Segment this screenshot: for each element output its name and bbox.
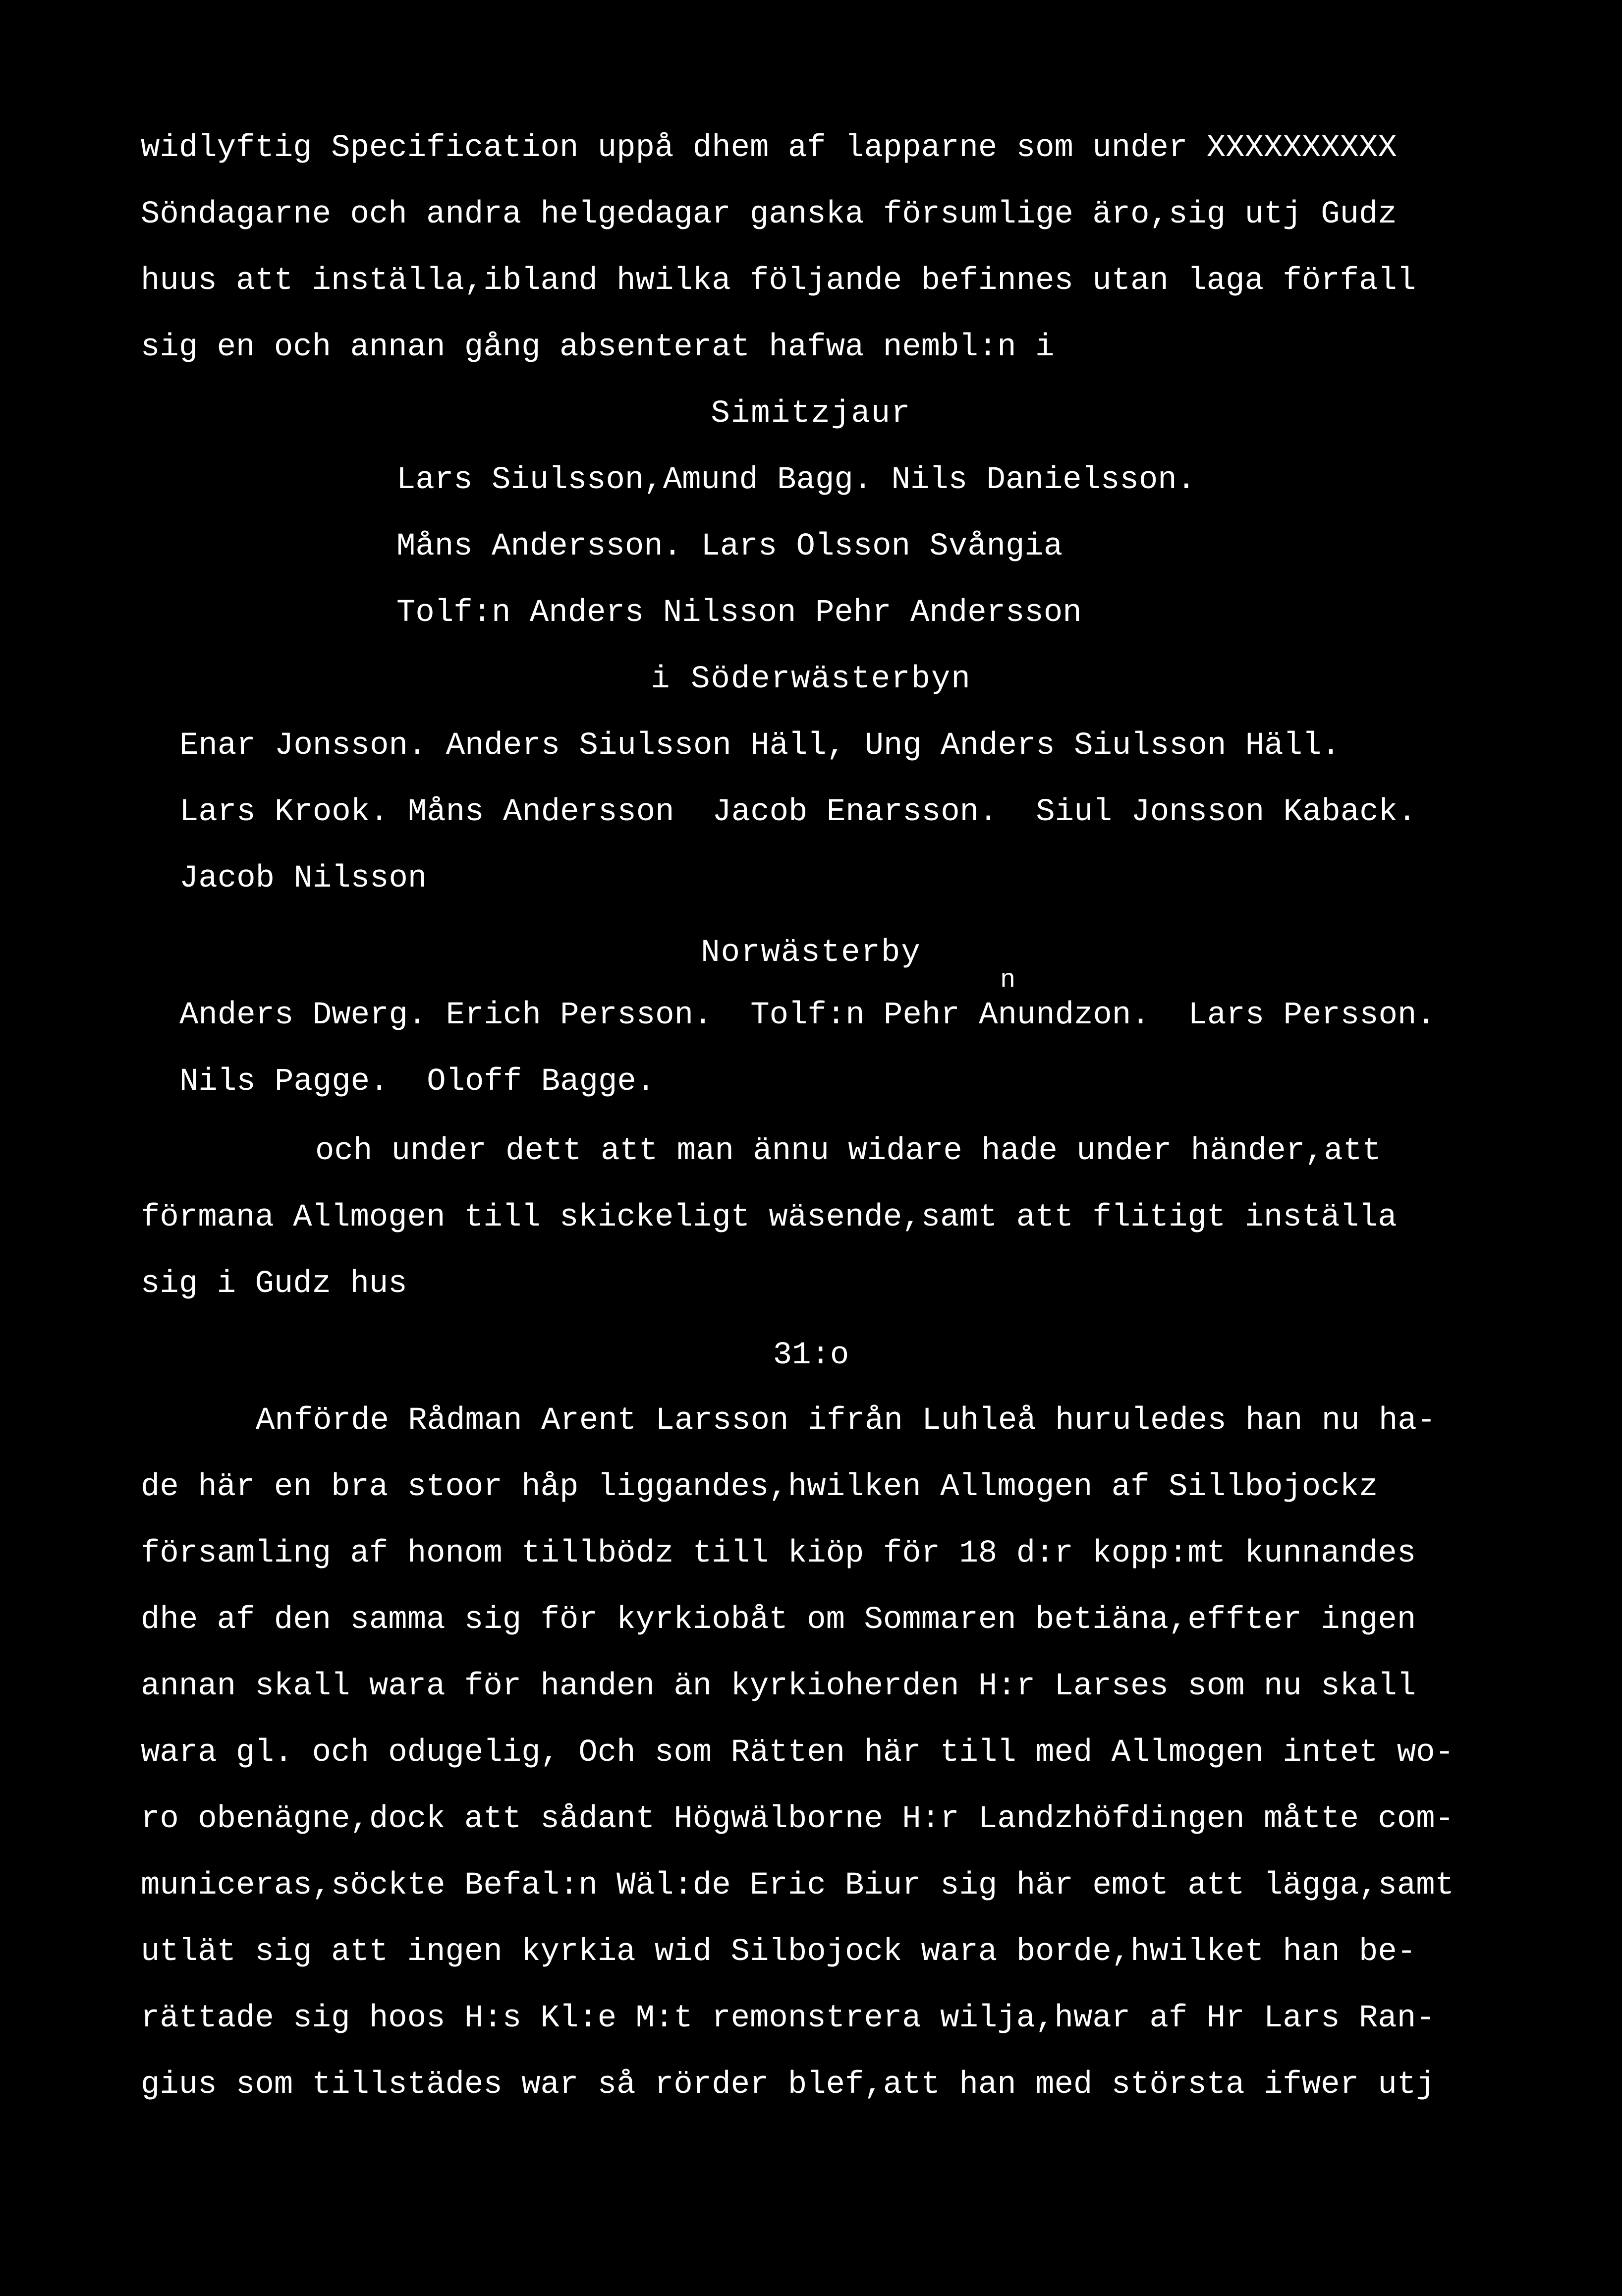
interlinear-correction: n <box>1000 965 1016 995</box>
closing-line-2: förmana Allmogen till skickeligt wäsende,samt att flitigt inställa <box>141 1200 1397 1235</box>
intro-line-3: huus att inställa,ibland hwilka följande befinnes utan laga förfall <box>141 263 1416 299</box>
name-line-simitzjaur-1: Lars Siulsson,Amund Bagg. Nils Danielsson. <box>396 462 1196 498</box>
paragraph-line-1: Anförde Rådman Arent Larsson ifrån Luhleå huruledes han nu ha- <box>256 1403 1436 1439</box>
paragraph-line-9: utlät sig att ingen kyrkia wid Silbojock wara borde,hwilket han be- <box>141 1934 1416 1970</box>
name-line-soderwasterbyn-2: Lars Krook. Måns Andersson Jacob Enarsson. Siul Jonsson Kaback. <box>179 794 1417 830</box>
name-line-soderwasterbyn-3: Jacob Nilsson <box>179 861 427 896</box>
intro-line-1: widlyftig Specification uppå dhem af lapparne som under XXXXXXXXXX <box>141 130 1397 166</box>
name-line-simitzjaur-3: Tolf:n Anders Nilsson Pehr Andersson <box>396 595 1082 631</box>
paragraph-line-6: wara gl. och odugelig, Och som Rätten här till med Allmogen intet wo- <box>141 1735 1454 1771</box>
place-heading-simitzjaur: Simitzjaur <box>711 396 911 432</box>
paragraph-line-10: rättade sig hoos H:s Kl:e M:t remonstrera wilja,hwar af Hr Lars Ran- <box>141 2001 1435 2036</box>
paragraph-line-7: ro obenägne,dock att sådant Högwälborne H:r Landzhöfdingen måtte com- <box>141 1801 1454 1837</box>
intro-line-2: Söndagarne och andra helgedagar ganska försumlige äro,sig utj Gudz <box>141 197 1397 232</box>
paragraph-line-8: municeras,söckte Befal:n Wäl:de Eric Biur sig här emot att lägga,samt <box>141 1868 1454 1904</box>
paragraph-line-2: de här en bra stoor håp liggandes,hwilken Allmogen af Sillbojockz <box>141 1469 1378 1505</box>
name-line-soderwasterbyn-1: Enar Jonsson. Anders Siulsson Häll, Ung Anders Siulsson Häll. <box>179 728 1341 764</box>
name-line-norwasterby-2: Nils Pagge. Oloff Bagge. <box>179 1064 656 1100</box>
paragraph-number: 31:o <box>773 1338 849 1373</box>
paragraph-line-11: gius som tillstädes war så rörder blef,att han med största ifwer utj <box>141 2067 1435 2103</box>
closing-line-1: och under dett att man ännu widare hade under händer,att <box>315 1133 1381 1169</box>
closing-line-3: sig i Gudz hus <box>141 1266 407 1302</box>
paragraph-line-5: annan skall wara för handen än kyrkioherden H:r Larses som nu skall <box>141 1669 1416 1704</box>
name-line-simitzjaur-2: Måns Andersson. Lars Olsson Svångia <box>396 529 1063 564</box>
name-line-norwasterby-1: Anders Dwerg. Erich Persson. Tolf:n Pehr Anundzon. Lars Persson. <box>179 998 1436 1033</box>
paragraph-line-4: dhe af den samma sig för kyrkiobåt om Sommaren betiäna,effter ingen <box>141 1602 1416 1638</box>
paragraph-line-3: församling af honom tillbödz till kiöp för 18 d:r kopp:mt kunnandes <box>141 1536 1416 1571</box>
intro-line-4: sig en och annan gång absenterat hafwa nembl:n i <box>141 330 1055 365</box>
place-heading-soderwasterbyn: i Söderwästerbyn <box>651 662 971 697</box>
place-heading-norwasterby: Norwästerby <box>701 935 921 971</box>
